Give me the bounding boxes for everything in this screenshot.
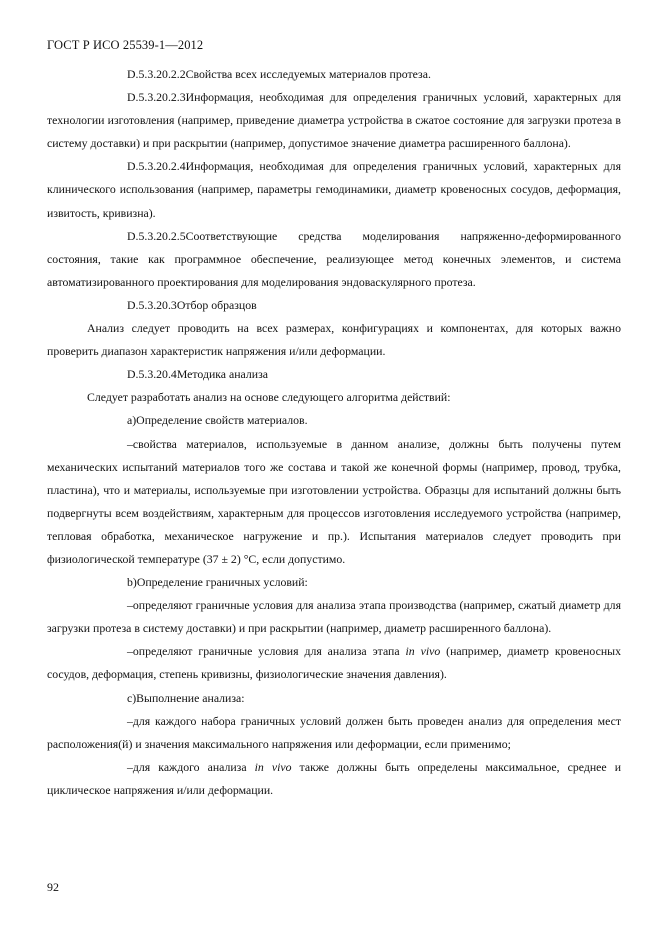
section-text: Свойства всех исследуемых материалов протеза. [185, 67, 431, 81]
item-title: Определение свойств материалов. [136, 413, 308, 428]
item-a [47, 409, 621, 432]
item-letter: b) [127, 575, 137, 590]
section-2-2 [47, 63, 621, 86]
dash-marker: – [127, 598, 133, 613]
section-text: Информация, необходимая для определения граничных условий, характерных для технологии изготовления (например, приведение диаметра устройства в сжатое состояние для загрузки протеза в систему доставки) и при раскрытии (например, допустимое значение диаметра расширенного баллона). [47, 90, 621, 151]
item-c-bullet-1 [47, 710, 621, 756]
item-letter: c) [127, 690, 137, 705]
section-4-intro: Следует разработать анализ на основе следующего алгоритма действий: [87, 390, 451, 405]
bullet-text: определяют граничные условия для анализа этапа производства (например, сжатый диаметр для загрузки протеза в систему доставки) и при раскрытии (например, диаметр расширенного баллона). [47, 598, 621, 636]
bullet-text-start: определяют граничные условия для анализа этапа [132, 644, 406, 659]
item-b-bullet-1 [47, 594, 621, 640]
section-2-3 [47, 86, 621, 155]
section-title: Методика анализа [176, 367, 268, 382]
item-title: Выполнение анализа: [136, 690, 245, 705]
standard-header: ГОСТ Р ИСО 25539-1—2012 [47, 38, 204, 52]
section-title: Отбор образцов [176, 297, 257, 312]
bullet-text-end: (например, диаметр кровеносных сосудов, деформация, степень кривизны, физиологические значения давления). [47, 644, 621, 682]
section-3-text: Анализ следует проводить на всех размерах, конфигурациях и компонентах, для которых важно проверить диапазон характеристик напряжения и/или деформации. [47, 321, 621, 359]
item-c [47, 687, 621, 710]
dash-marker: – [127, 713, 133, 728]
item-b-bullet-2 [47, 640, 621, 686]
dash-marker: – [127, 436, 133, 451]
item-a-bullet-1 [47, 433, 621, 572]
item-letter: a) [127, 413, 137, 428]
item-title: Определение граничных условий: [136, 575, 308, 590]
page-number: 92 [47, 880, 59, 894]
bullet-text-end: также должны быть определены максимальное, среднее и циклическое напряжения и/или деформации. [47, 759, 622, 797]
bullet-text: для каждого набора граничных условий должен быть проведен анализ для определения мест расположения(й) и значения максимального напряжения или деформации, если применимо; [47, 713, 621, 751]
item-c-bullet-2 [47, 756, 621, 802]
section-2-4 [47, 155, 621, 224]
dash-marker: – [127, 759, 133, 774]
section-number: D.5.3.20.4 [127, 367, 177, 382]
section-number: D.5.3.20.2.5 [127, 228, 186, 243]
document-body [47, 63, 621, 802]
bullet-text-start: для каждого анализа [132, 759, 255, 774]
section-number: D.5.3.20.2.4 [127, 159, 186, 174]
section-2-5 [47, 225, 621, 294]
section-number: D.5.3.20.2.3 [127, 90, 186, 105]
bullet-text-italic: in vivo [405, 644, 441, 659]
section-4-heading [47, 363, 621, 386]
section-number: D.5.3.20.3 [127, 297, 177, 312]
bullet-text-italic: in vivo [254, 759, 292, 774]
item-b [47, 571, 621, 594]
bullet-text: свойства материалов, используемые в данном анализе, должны быть получены путем механических испытаний материалов того же состава и такой же конечной формы (например, провод, трубка, пластина), что и материалы, используемые при изготовлении устройства. Образцы для испытаний должны быть подвергнуты всем воздействиям, характерным для процессов изготовления исследуемого устройства (например, тепловая обработка, механическое нагружение и пр.). Испытания материалов следует проводить при физиологической температуре (37 ± 2) °С, если допустимо. [47, 436, 621, 566]
section-number: D.5.3.20.2.2 [127, 67, 186, 81]
section-3-heading [47, 294, 621, 317]
section-text: Информация, необходимая для определения граничных условий, характерных для клинического использования (например, параметры гемодинамики, диаметр кровеносных сосудов, деформация, извитость, кривизна). [47, 159, 621, 220]
section-text: Соответствующие средства моделирования напряженно-деформированного состояния, такие как программное обеспечение, реализующее метод конечных элементов, и система автоматизированного проектирования для моделирования эндоваскулярного протеза. [47, 228, 621, 289]
dash-marker: – [127, 644, 133, 659]
